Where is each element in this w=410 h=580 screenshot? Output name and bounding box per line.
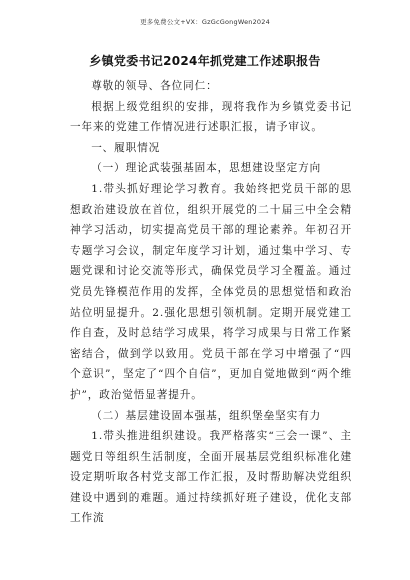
paragraph-organization: 1.带头推进组织建设。我严格落实“三会一课”、主题党日等组织生活制度，全面开展基层党组织标准化建设定期听取各村党支部工作汇报，及时帮助解决党组织建设中遇到的难题。通过持续抓好班子建设，优化支部工作流: [70, 430, 352, 525]
section-heading-1: 一、履职情况: [91, 141, 161, 154]
document-body: [70, 76, 352, 529]
header-note: 更多免费公文+VX：GzGcGongWen2024: [140, 18, 270, 26]
document-title: 乡镇党委书记2024年抓党建工作述职报告: [89, 54, 321, 68]
paragraph-intro: 根据上级党组织的安排，现将我作为乡镇党委书记一年来的党建工作情况进行述职汇报，请予审议。: [70, 100, 352, 134]
subsection-heading-1: （一）理论武装强基固本，思想建设坚定方向: [91, 162, 322, 175]
subsection-heading-2: （二）基层建设固本强基，组织堡垒坚实有力: [91, 409, 322, 422]
salutation: 尊敬的领导、各位同仁：: [91, 80, 218, 92]
paragraph-theory: 1.带头抓好理论学习教育。我始终把党员干部的思想政治建设放在首位，组织开展党的二十届三中全会精神学习活动，切实提高党员干部的理论素养。年初召开专题学习会议，制定年度学习计划，通过集中学习、专题党课和讨论交流等形式，确保党员学习全覆盖。通过党员先锋模范作用的发挥，全体党员的思想觉悟和政治站位明显提升。2.强化思想引领机制。定期开展党建工作自查，及时总结学习成果，将学习成果与日常工作紧密结合，做到学以致用。党员干部在学习中增强了“四个意识”，坚定了“四个自信”，更加自觉地做到“两个维护”，政治觉悟显著提升。: [70, 182, 352, 401]
